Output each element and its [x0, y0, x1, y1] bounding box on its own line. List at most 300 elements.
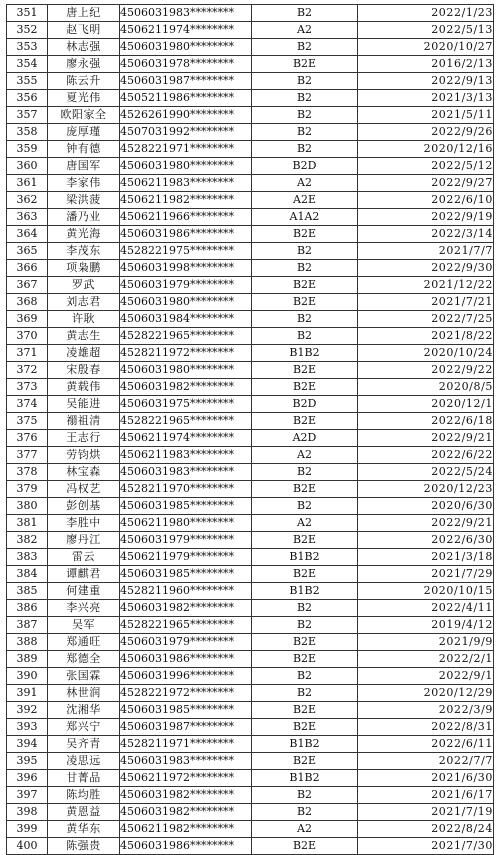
row-number-cell: 372 [7, 362, 48, 379]
row-number-cell: 398 [7, 804, 48, 821]
table-row [7, 192, 494, 209]
row-number-cell: 382 [7, 532, 48, 549]
row-number-cell: 359 [7, 141, 48, 158]
row-number-cell: 389 [7, 651, 48, 668]
date-cell: 2022/7/25 [358, 311, 494, 328]
license-type-cell: A2 [252, 175, 358, 192]
date-cell: 2022/8/24 [358, 821, 494, 838]
name-cell: 郑兴宁 [48, 719, 120, 736]
license-type-cell: B2E [252, 362, 358, 379]
id-number-cell: 4506031998******** [120, 260, 252, 277]
table-row [7, 107, 494, 124]
name-cell: 黄载伟 [48, 379, 120, 396]
date-cell: 2020/12/16 [358, 141, 494, 158]
date-cell: 2021/7/29 [358, 566, 494, 583]
date-cell: 2022/9/13 [358, 73, 494, 90]
id-number-cell: 4506031975******** [120, 396, 252, 413]
table-row [7, 379, 494, 396]
id-number-cell: 4506031980******** [120, 294, 252, 311]
name-cell: 李家伟 [48, 175, 120, 192]
table-row [7, 328, 494, 345]
name-cell: 郑通旺 [48, 634, 120, 651]
row-number-cell: 371 [7, 345, 48, 362]
table-row [7, 481, 494, 498]
table-row [7, 515, 494, 532]
row-number-cell: 354 [7, 56, 48, 73]
date-cell: 2022/6/10 [358, 192, 494, 209]
id-number-cell: 4528211971******** [120, 736, 252, 753]
date-cell: 2022/5/24 [358, 464, 494, 481]
name-cell: 赵飞明 [48, 22, 120, 39]
table-row [7, 736, 494, 753]
table-row [7, 345, 494, 362]
table-row [7, 583, 494, 600]
table-row [7, 532, 494, 549]
license-type-cell: B2 [252, 668, 358, 685]
row-number-cell: 370 [7, 328, 48, 345]
table-row [7, 566, 494, 583]
license-type-cell: B1B2 [252, 549, 358, 566]
date-cell: 2020/10/15 [358, 583, 494, 600]
name-cell: 何建重 [48, 583, 120, 600]
license-type-cell: B1B2 [252, 770, 358, 787]
row-number-cell: 367 [7, 277, 48, 294]
license-type-cell: B2 [252, 328, 358, 345]
table-row [7, 141, 494, 158]
name-cell: 林世润 [48, 685, 120, 702]
row-number-cell: 397 [7, 787, 48, 804]
table-row [7, 464, 494, 481]
id-number-cell: 4506031984******** [120, 311, 252, 328]
name-cell: 李兴亮 [48, 600, 120, 617]
id-number-cell: 4506211979******** [120, 549, 252, 566]
table-row [7, 243, 494, 260]
row-number-cell: 387 [7, 617, 48, 634]
table-row [7, 413, 494, 430]
name-cell: 夏光伟 [48, 90, 120, 107]
license-type-cell: B2 [252, 243, 358, 260]
date-cell: 2022/9/22 [358, 362, 494, 379]
row-number-cell: 360 [7, 158, 48, 175]
row-number-cell: 374 [7, 396, 48, 413]
license-type-cell: B2 [252, 124, 358, 141]
id-number-cell: 4528221975******** [120, 243, 252, 260]
id-number-cell: 4506031979******** [120, 634, 252, 651]
table-row [7, 175, 494, 192]
name-cell: 陈均胜 [48, 787, 120, 804]
license-type-cell: B2 [252, 39, 358, 56]
table-row [7, 702, 494, 719]
name-cell: 黄华东 [48, 821, 120, 838]
id-number-cell: 4506211983******** [120, 175, 252, 192]
row-number-cell: 373 [7, 379, 48, 396]
table-row [7, 719, 494, 736]
license-type-cell: B2 [252, 73, 358, 90]
id-number-cell: 4507031992******** [120, 124, 252, 141]
license-type-cell: B2 [252, 311, 358, 328]
row-number-cell: 365 [7, 243, 48, 260]
records-table [6, 4, 494, 855]
table-row [7, 804, 494, 821]
row-number-cell: 356 [7, 90, 48, 107]
records-table-body [7, 5, 494, 855]
license-type-cell: B2E [252, 566, 358, 583]
license-type-cell: A1A2 [252, 209, 358, 226]
table-row [7, 430, 494, 447]
license-type-cell: B2E [252, 379, 358, 396]
license-type-cell: B2E [252, 226, 358, 243]
table-row [7, 277, 494, 294]
name-cell: 冯权艺 [48, 481, 120, 498]
date-cell: 2020/10/27 [358, 39, 494, 56]
date-cell: 2021/7/30 [358, 838, 494, 855]
license-type-cell: B2E [252, 634, 358, 651]
id-number-cell: 4528211960******** [120, 583, 252, 600]
row-number-cell: 395 [7, 753, 48, 770]
name-cell: 黄恩益 [48, 804, 120, 821]
date-cell: 2022/3/9 [358, 702, 494, 719]
id-number-cell: 4506031996******** [120, 668, 252, 685]
license-type-cell: B2E [252, 838, 358, 855]
id-number-cell: 4506031982******** [120, 379, 252, 396]
row-number-cell: 364 [7, 226, 48, 243]
table-row [7, 685, 494, 702]
license-type-cell: B2 [252, 498, 358, 515]
row-number-cell: 391 [7, 685, 48, 702]
name-cell: 李茂东 [48, 243, 120, 260]
id-number-cell: 4506031982******** [120, 600, 252, 617]
license-type-cell: B2 [252, 685, 358, 702]
table-row [7, 226, 494, 243]
id-number-cell: 4528221965******** [120, 328, 252, 345]
table-row [7, 651, 494, 668]
id-number-cell: 4506031982******** [120, 804, 252, 821]
id-number-cell: 4506031983******** [120, 753, 252, 770]
id-number-cell: 4506031980******** [120, 39, 252, 56]
license-type-cell: B2 [252, 107, 358, 124]
license-type-cell: B2E [252, 294, 358, 311]
id-number-cell: 4506211983******** [120, 447, 252, 464]
table-row [7, 617, 494, 634]
name-cell: 陈强贵 [48, 838, 120, 855]
id-number-cell: 4528211970******** [120, 481, 252, 498]
license-type-cell: B2 [252, 90, 358, 107]
date-cell: 2020/12/29 [358, 685, 494, 702]
date-cell: 2022/6/11 [358, 736, 494, 753]
date-cell: 2021/12/22 [358, 277, 494, 294]
row-number-cell: 393 [7, 719, 48, 736]
table-row [7, 209, 494, 226]
license-type-cell: A2 [252, 515, 358, 532]
id-number-cell: 4506031980******** [120, 158, 252, 175]
date-cell: 2022/9/21 [358, 515, 494, 532]
id-number-cell: 4506031983******** [120, 5, 252, 22]
date-cell: 2022/9/30 [358, 260, 494, 277]
row-number-cell: 381 [7, 515, 48, 532]
name-cell: 凌雄超 [48, 345, 120, 362]
date-cell: 2021/5/11 [358, 107, 494, 124]
name-cell: 张国霖 [48, 668, 120, 685]
id-number-cell: 4506031986******** [120, 226, 252, 243]
license-type-cell: B2E [252, 413, 358, 430]
license-type-cell: B2 [252, 141, 358, 158]
table-row [7, 294, 494, 311]
table-row [7, 396, 494, 413]
date-cell: 2021/8/22 [358, 328, 494, 345]
date-cell: 2016/2/13 [358, 56, 494, 73]
table-row [7, 498, 494, 515]
id-number-cell: 4528211972******** [120, 345, 252, 362]
date-cell: 2021/7/19 [358, 804, 494, 821]
row-number-cell: 379 [7, 481, 48, 498]
name-cell: 甘菁品 [48, 770, 120, 787]
name-cell: 吴军 [48, 617, 120, 634]
date-cell: 2021/7/7 [358, 243, 494, 260]
table-row [7, 5, 494, 22]
table-row [7, 770, 494, 787]
name-cell: 吴齐青 [48, 736, 120, 753]
date-cell: 2022/8/31 [358, 719, 494, 736]
row-number-cell: 366 [7, 260, 48, 277]
date-cell: 2020/12/23 [358, 481, 494, 498]
id-number-cell: 4506031980******** [120, 362, 252, 379]
license-type-cell: B2E [252, 719, 358, 736]
row-number-cell: 396 [7, 770, 48, 787]
id-number-cell: 4528221971******** [120, 141, 252, 158]
table-row [7, 753, 494, 770]
id-number-cell: 4506031982******** [120, 787, 252, 804]
name-cell: 吴能进 [48, 396, 120, 413]
id-number-cell: 4506031983******** [120, 464, 252, 481]
table-row [7, 124, 494, 141]
date-cell: 2022/9/26 [358, 124, 494, 141]
license-type-cell: B2 [252, 787, 358, 804]
id-number-cell: 4506031979******** [120, 532, 252, 549]
row-number-cell: 355 [7, 73, 48, 90]
table-row [7, 447, 494, 464]
name-cell: 唐国军 [48, 158, 120, 175]
table-row [7, 39, 494, 56]
date-cell: 2021/6/30 [358, 770, 494, 787]
name-cell: 唐上纪 [48, 5, 120, 22]
date-cell: 2022/5/13 [358, 22, 494, 39]
id-number-cell: 4506031985******** [120, 498, 252, 515]
name-cell: 项枭鹏 [48, 260, 120, 277]
date-cell: 2020/8/5 [358, 379, 494, 396]
row-number-cell: 351 [7, 5, 48, 22]
id-number-cell: 4506211966******** [120, 209, 252, 226]
name-cell: 彭创基 [48, 498, 120, 515]
license-type-cell: B1B2 [252, 583, 358, 600]
table-row [7, 73, 494, 90]
id-number-cell: 4506211972******** [120, 770, 252, 787]
name-cell: 林宝森 [48, 464, 120, 481]
license-type-cell: B2E [252, 56, 358, 73]
name-cell: 许耿 [48, 311, 120, 328]
id-number-cell: 4528221965******** [120, 413, 252, 430]
id-number-cell: 4506031985******** [120, 566, 252, 583]
id-number-cell: 4528221965******** [120, 617, 252, 634]
date-cell: 2022/9/27 [358, 175, 494, 192]
name-cell: 廖丹江 [48, 532, 120, 549]
license-type-cell: A2D [252, 430, 358, 447]
license-type-cell: B2D [252, 396, 358, 413]
license-type-cell: B2E [252, 651, 358, 668]
date-cell: 2021/7/21 [358, 294, 494, 311]
row-number-cell: 376 [7, 430, 48, 447]
id-number-cell: 4506031987******** [120, 73, 252, 90]
table-row [7, 600, 494, 617]
license-type-cell: B2D [252, 158, 358, 175]
license-type-cell: B2 [252, 617, 358, 634]
license-type-cell: B1B2 [252, 345, 358, 362]
table-row [7, 260, 494, 277]
table-row [7, 90, 494, 107]
date-cell: 2022/6/30 [358, 532, 494, 549]
name-cell: 王志行 [48, 430, 120, 447]
row-number-cell: 400 [7, 838, 48, 855]
row-number-cell: 357 [7, 107, 48, 124]
row-number-cell: 361 [7, 175, 48, 192]
id-number-cell: 4506031978******** [120, 56, 252, 73]
name-cell: 罗武 [48, 277, 120, 294]
row-number-cell: 392 [7, 702, 48, 719]
name-cell: 郑德全 [48, 651, 120, 668]
name-cell: 黄志生 [48, 328, 120, 345]
license-type-cell: B2 [252, 260, 358, 277]
id-number-cell: 4506211982******** [120, 192, 252, 209]
row-number-cell: 394 [7, 736, 48, 753]
name-cell: 沈湘华 [48, 702, 120, 719]
date-cell: 2021/3/18 [358, 549, 494, 566]
table-row [7, 821, 494, 838]
license-type-cell: B2 [252, 804, 358, 821]
date-cell: 2022/6/18 [358, 413, 494, 430]
date-cell: 2022/9/1 [358, 668, 494, 685]
date-cell: 2020/10/24 [358, 345, 494, 362]
row-number-cell: 352 [7, 22, 48, 39]
row-number-cell: 377 [7, 447, 48, 464]
row-number-cell: 358 [7, 124, 48, 141]
id-number-cell: 4505211986******** [120, 90, 252, 107]
id-number-cell: 4506211980******** [120, 515, 252, 532]
license-type-cell: B2 [252, 5, 358, 22]
name-cell: 劳钧烘 [48, 447, 120, 464]
row-number-cell: 380 [7, 498, 48, 515]
name-cell: 李胜中 [48, 515, 120, 532]
table-row [7, 22, 494, 39]
license-type-cell: B2 [252, 464, 358, 481]
row-number-cell: 363 [7, 209, 48, 226]
table-row [7, 56, 494, 73]
date-cell: 2021/9/9 [358, 634, 494, 651]
table-row [7, 668, 494, 685]
name-cell: 梁洪菠 [48, 192, 120, 209]
table-row [7, 311, 494, 328]
license-type-cell: A2 [252, 447, 358, 464]
table-row [7, 838, 494, 855]
row-number-cell: 375 [7, 413, 48, 430]
id-number-cell: 4506211982******** [120, 821, 252, 838]
table-row [7, 362, 494, 379]
row-number-cell: 386 [7, 600, 48, 617]
name-cell: 禤祖清 [48, 413, 120, 430]
date-cell: 2022/9/19 [358, 209, 494, 226]
row-number-cell: 399 [7, 821, 48, 838]
date-cell: 2021/6/17 [358, 787, 494, 804]
date-cell: 2022/3/14 [358, 226, 494, 243]
id-number-cell: 4506211974******** [120, 430, 252, 447]
license-type-cell: B2 [252, 600, 358, 617]
row-number-cell: 378 [7, 464, 48, 481]
name-cell: 刘志君 [48, 294, 120, 311]
date-cell: 2020/6/30 [358, 498, 494, 515]
license-type-cell: A2 [252, 22, 358, 39]
name-cell: 凌思远 [48, 753, 120, 770]
table-row [7, 158, 494, 175]
license-type-cell: B2E [252, 702, 358, 719]
table-row [7, 549, 494, 566]
row-number-cell: 385 [7, 583, 48, 600]
table-row [7, 787, 494, 804]
row-number-cell: 353 [7, 39, 48, 56]
name-cell: 雷云 [48, 549, 120, 566]
date-cell: 2022/9/21 [358, 430, 494, 447]
license-type-cell: A2 [252, 821, 358, 838]
row-number-cell: 390 [7, 668, 48, 685]
date-cell: 2019/4/12 [358, 617, 494, 634]
license-type-cell: B2E [252, 753, 358, 770]
name-cell: 庞厚瑾 [48, 124, 120, 141]
row-number-cell: 384 [7, 566, 48, 583]
row-number-cell: 369 [7, 311, 48, 328]
name-cell: 林志强 [48, 39, 120, 56]
license-type-cell: B2E [252, 277, 358, 294]
id-number-cell: 4528221972******** [120, 685, 252, 702]
name-cell: 陈云升 [48, 73, 120, 90]
row-number-cell: 368 [7, 294, 48, 311]
date-cell: 2021/3/13 [358, 90, 494, 107]
date-cell: 2022/5/12 [358, 158, 494, 175]
date-cell: 2020/12/1 [358, 396, 494, 413]
license-type-cell: A2E [252, 192, 358, 209]
id-number-cell: 4506031986******** [120, 651, 252, 668]
name-cell: 宋殷春 [48, 362, 120, 379]
date-cell: 2022/6/22 [358, 447, 494, 464]
id-number-cell: 4506211974******** [120, 22, 252, 39]
row-number-cell: 362 [7, 192, 48, 209]
name-cell: 黄光海 [48, 226, 120, 243]
date-cell: 2022/7/7 [358, 753, 494, 770]
license-type-cell: B2E [252, 481, 358, 498]
name-cell: 欧阳家全 [48, 107, 120, 124]
name-cell: 廖永强 [48, 56, 120, 73]
date-cell: 2022/1/23 [358, 5, 494, 22]
date-cell: 2022/2/1 [358, 651, 494, 668]
table-row [7, 634, 494, 651]
license-type-cell: B2E [252, 532, 358, 549]
name-cell: 谭麒君 [48, 566, 120, 583]
id-number-cell: 4506031979******** [120, 277, 252, 294]
license-type-cell: B1B2 [252, 736, 358, 753]
id-number-cell: 4506031987******** [120, 719, 252, 736]
id-number-cell: 4506031986******** [120, 838, 252, 855]
id-number-cell: 4526261990******** [120, 107, 252, 124]
name-cell: 潘乃业 [48, 209, 120, 226]
date-cell: 2022/4/11 [358, 600, 494, 617]
id-number-cell: 4506031985******** [120, 702, 252, 719]
row-number-cell: 388 [7, 634, 48, 651]
